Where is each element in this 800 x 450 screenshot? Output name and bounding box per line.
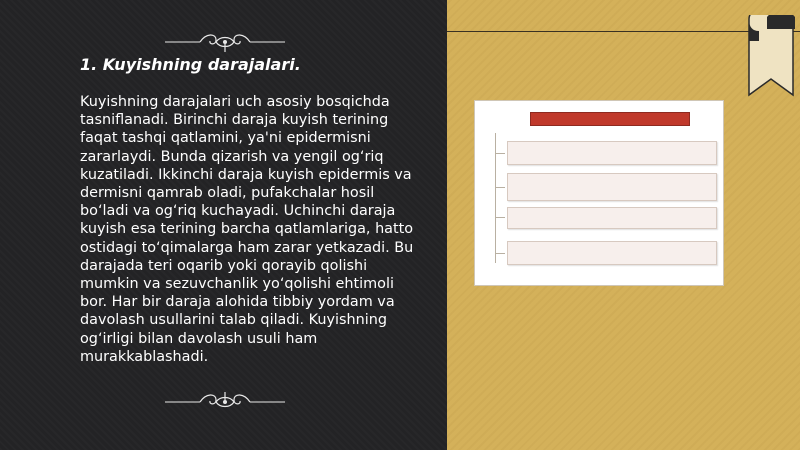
diagram-box bbox=[507, 173, 717, 201]
slide-heading: 1. Kuyishning darajalari. bbox=[80, 55, 301, 74]
diagram-connector-tick bbox=[495, 253, 505, 254]
diagram-connector-tick bbox=[495, 217, 505, 218]
diagram-box bbox=[507, 141, 717, 165]
diagram-connector-tick bbox=[495, 187, 505, 188]
diagram-box bbox=[507, 207, 717, 229]
diagram-box bbox=[507, 241, 717, 265]
flourish-ornament-icon bbox=[160, 30, 290, 54]
slide-body-text: Kuyishning darajalari uch asosiy bosqichda tasniflanadi. Birinchi daraja kuyish terining faqat tashqi qatlamini, ya'ni epidermisni zararlaydi. Bunda qizarish va yengil og‘riq kuzatiladi. Ikkinchi daraja kuyish epidermis va dermisni qamrab oladi, pufakchalar hosil bo‘ladi va og‘riq kuchayadi. Uchinchi daraja kuyish esa terining barcha qatlamlariga, hatto ostidagi to‘qimalarga ham zarar yetkazadi. Bu darajada teri oqarib yoki qorayib qolishi mumkin va sezuvchanlik yo‘qolishi ehtimoli bor. Har bir daraja alohida tibbiy yordam va davolash usullarini talab qiladi. Kuyishning og‘irligi bilan davolash usuli ham murakkablashadi. bbox=[80, 94, 414, 365]
embedded-diagram-image bbox=[474, 100, 724, 286]
diagram-connector-tick bbox=[495, 153, 505, 154]
flourish-ornament-icon bbox=[160, 390, 290, 414]
diagram-title-bar bbox=[530, 112, 690, 126]
bookmark-ribbon-icon bbox=[727, 15, 797, 105]
